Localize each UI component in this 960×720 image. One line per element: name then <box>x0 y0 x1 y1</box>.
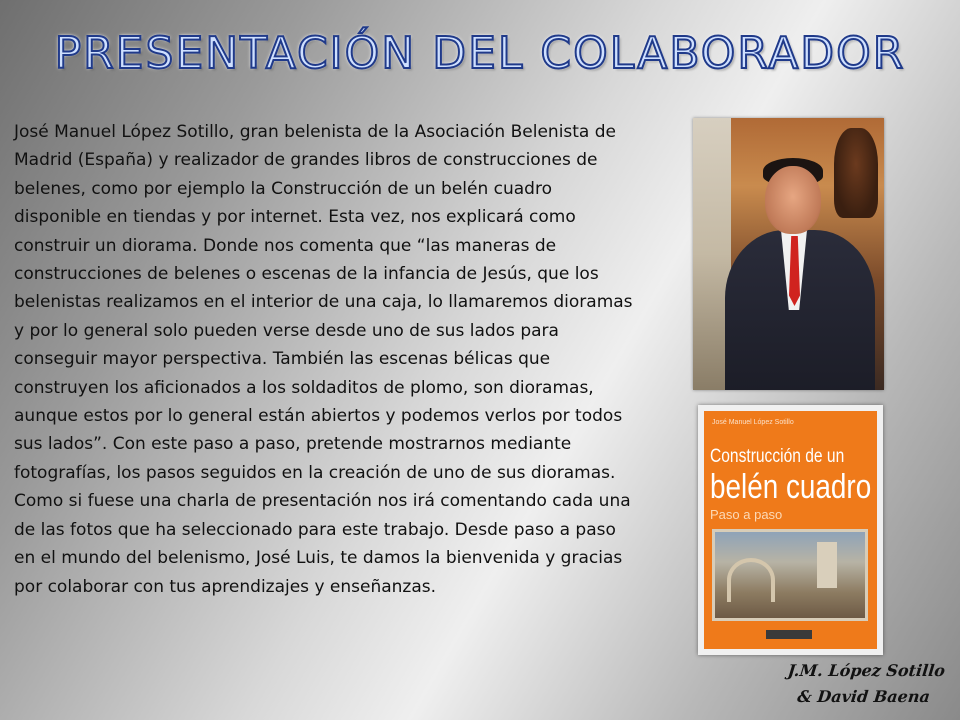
slide-title: PRESENTACIÓN DEL COLABORADOR <box>54 28 906 79</box>
collaborator-photo <box>693 118 884 390</box>
diorama-arch <box>727 558 775 602</box>
signature-line1: J.M. López Sotillo <box>786 661 947 680</box>
book-cover-diorama-picture <box>712 529 868 621</box>
diorama-tower <box>817 542 837 588</box>
book-title-line1: Construcción de un <box>710 446 845 467</box>
book-subtitle: Paso a paso <box>710 507 783 522</box>
signature <box>767 658 960 710</box>
body-paragraph: José Manuel López Sotillo, gran belenista de la Asociación Belenista de Madrid (España) y realizador de grandes libros de construcciones de belenes, como por ejemplo la Construcción de un belén cuadro disponible en tiendas y por internet. Esta vez, nos explicará como construir un diorama. Donde nos comenta que “las maneras de construcciones de belenes o escenas de la infancia de Jesús, que los belenistas realizamos en el interior de una caja, lo llamaremos dioramas y por lo general solo pueden verse desde uno de sus lados para conseguir mayor perspectiva. También las escenas bélicas que construyen los aficionados a los soldaditos de plomo, son dioramas, aunque estos por lo general están abiertos y podemos verlos por todos sus lados”. Con este paso a paso, pretende mostrarnos mediante fotografías, los pasos seguidos en la creación de uno de sus dioramas. Como si fuese una charla de presentación nos irá comentando cada una de las fotos que ha seleccionado para este trabajo. Desde paso a paso en el mundo del belenismo, José Luis, te damos la bienvenida y gracias por colaborar con tus aprendizajes y enseñanzas. <box>14 122 633 597</box>
book-title-line2: belén cuadro <box>710 468 872 506</box>
book-cover <box>704 411 877 649</box>
publisher-logo <box>766 630 812 639</box>
book-cover-image <box>698 405 883 655</box>
book-author: José Manuel López Sotillo <box>712 419 794 426</box>
photo-background-statue <box>834 128 878 218</box>
photo-face <box>765 166 821 234</box>
signature-line2: & David Baena <box>796 687 931 706</box>
